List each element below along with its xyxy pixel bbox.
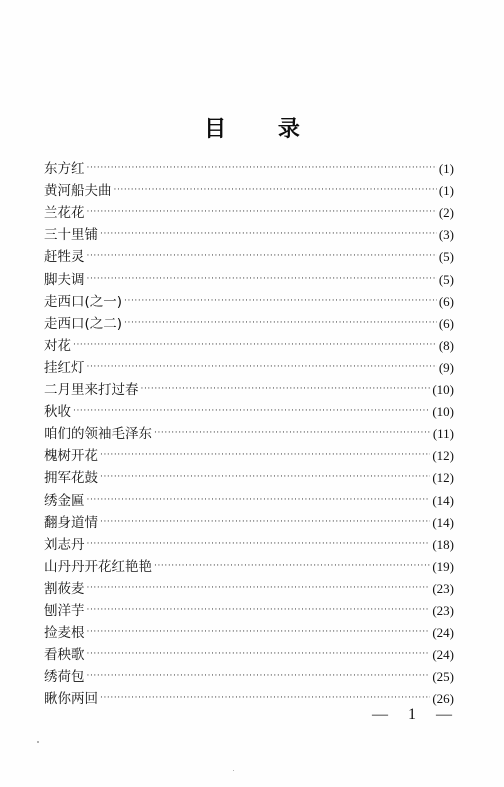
toc-entry-title: 山丹丹开花红艳艳	[44, 558, 152, 575]
dot-leader	[154, 559, 430, 575]
dot-leader	[141, 382, 431, 398]
dot-leader	[87, 205, 437, 221]
toc-entry-page: (8)	[438, 337, 454, 353]
dot-leader	[87, 581, 431, 597]
toc-entry-title: 兰花花	[44, 205, 85, 222]
toc-entry-title: 槐树开花	[44, 448, 98, 465]
toc-entry-page: (10)	[432, 382, 454, 398]
dot-leader	[100, 691, 430, 707]
toc-entry-title: 二月里来打过春	[44, 382, 139, 399]
toc-entry[interactable]	[44, 663, 454, 685]
dot-leader	[100, 227, 437, 243]
dot-leader	[100, 515, 430, 531]
dot-leader	[73, 404, 430, 420]
toc-entry-title: 刨洋芋	[44, 602, 85, 619]
toc-entry[interactable]	[44, 354, 454, 376]
dot-leader	[124, 294, 437, 310]
toc-entry-title: 东方红	[44, 161, 85, 178]
toc-entry[interactable]	[44, 420, 454, 442]
paper-speck	[37, 741, 39, 743]
toc-entry-page: (1)	[438, 161, 454, 177]
dot-leader	[73, 338, 437, 354]
toc-entry[interactable]	[44, 553, 454, 575]
toc-entry-page: (5)	[438, 249, 454, 265]
toc-entry-title: 三十里铺	[44, 227, 98, 244]
toc-entry[interactable]	[44, 575, 454, 597]
toc-entry[interactable]	[44, 376, 454, 398]
toc-entry[interactable]	[44, 265, 454, 287]
toc-entry-title: 拥军花鼓	[44, 470, 98, 487]
toc-entry[interactable]	[44, 155, 454, 177]
dot-leader	[87, 603, 431, 619]
dot-leader	[100, 448, 430, 464]
toc-entry[interactable]	[44, 310, 454, 332]
toc-entry-title: 刘志丹	[44, 536, 85, 553]
toc-entry-page: (10)	[432, 404, 454, 420]
toc-entry[interactable]	[44, 288, 454, 310]
toc-entry-title: 捡麦根	[44, 625, 85, 642]
toc-entry-page: (14)	[432, 492, 454, 508]
toc-entry-title: 咱们的领袖毛泽东	[44, 426, 152, 443]
toc-entry-page: (1)	[438, 183, 454, 199]
toc-entry-page: (6)	[438, 293, 454, 309]
toc-entry[interactable]	[44, 221, 454, 243]
toc-entry-page: (12)	[432, 448, 454, 464]
toc-entry-title: 对花	[44, 337, 71, 354]
toc-entry[interactable]	[44, 641, 454, 663]
toc-entry[interactable]	[44, 464, 454, 486]
toc-entry-page: (19)	[432, 558, 454, 574]
toc-entry-page: (2)	[438, 205, 454, 221]
toc-entry-page: (23)	[432, 602, 454, 618]
toc-entry-title: 绣金匾	[44, 492, 85, 509]
toc-entry[interactable]	[44, 332, 454, 354]
dot-leader	[87, 669, 431, 685]
toc-entry-page: (25)	[432, 669, 454, 685]
toc-entry-title: 绣荷包	[44, 669, 85, 686]
page-number: — 1 —	[372, 706, 460, 723]
toc-entry-title: 挂红灯	[44, 359, 85, 376]
toc-entry-page: (26)	[432, 691, 454, 707]
dot-leader	[154, 426, 431, 442]
toc-entry[interactable]	[44, 398, 454, 420]
toc-entry[interactable]	[44, 442, 454, 464]
dot-leader	[87, 647, 431, 663]
toc-entry[interactable]	[44, 509, 454, 531]
toc-entry-page: (24)	[432, 647, 454, 663]
dot-leader	[124, 316, 437, 332]
toc-entry-page: (5)	[438, 271, 454, 287]
dot-leader	[87, 493, 431, 509]
toc-entry-title: 走西口(之一)	[44, 293, 123, 310]
toc-entry-page: (9)	[438, 359, 454, 375]
toc-entry-page: (6)	[438, 315, 454, 331]
toc-entry-page: (18)	[432, 536, 454, 552]
toc-entry[interactable]	[44, 597, 454, 619]
toc-entry-page: (14)	[432, 514, 454, 530]
paper-speck	[233, 770, 234, 771]
dot-leader	[87, 249, 437, 265]
toc-entry-title: 脚夫调	[44, 271, 85, 288]
toc-entry-page: (12)	[432, 470, 454, 486]
toc-entry-page: (3)	[438, 227, 454, 243]
toc-entry[interactable]	[44, 177, 454, 199]
dot-leader	[100, 470, 430, 486]
toc-entry-page: (24)	[432, 625, 454, 641]
toc-heading: 目 录	[204, 117, 322, 142]
toc-entry-page: (11)	[432, 426, 454, 442]
toc-entry[interactable]	[44, 619, 454, 641]
toc-entry-title: 瞅你两回	[44, 691, 98, 708]
toc-entry[interactable]	[44, 199, 454, 221]
dot-leader	[87, 161, 437, 177]
toc-entry-title: 秋收	[44, 404, 71, 421]
toc-entry-title: 走西口(之二)	[44, 315, 123, 332]
dot-leader	[87, 625, 431, 641]
table-of-contents	[44, 155, 454, 707]
dot-leader	[87, 537, 431, 553]
toc-entry-page: (23)	[432, 580, 454, 596]
dot-leader	[87, 360, 437, 376]
toc-entry-title: 黄河船夫曲	[44, 183, 112, 200]
dot-leader	[114, 183, 437, 199]
toc-entry-title: 看秧歌	[44, 647, 85, 664]
toc-entry[interactable]	[44, 243, 454, 265]
toc-entry[interactable]	[44, 531, 454, 553]
toc-entry-title: 赶牲灵	[44, 249, 85, 266]
toc-entry-title: 翻身道情	[44, 514, 98, 531]
toc-entry[interactable]	[44, 486, 454, 508]
toc-entry-title: 割莜麦	[44, 580, 85, 597]
dot-leader	[87, 272, 437, 288]
toc-entry[interactable]	[44, 685, 454, 707]
